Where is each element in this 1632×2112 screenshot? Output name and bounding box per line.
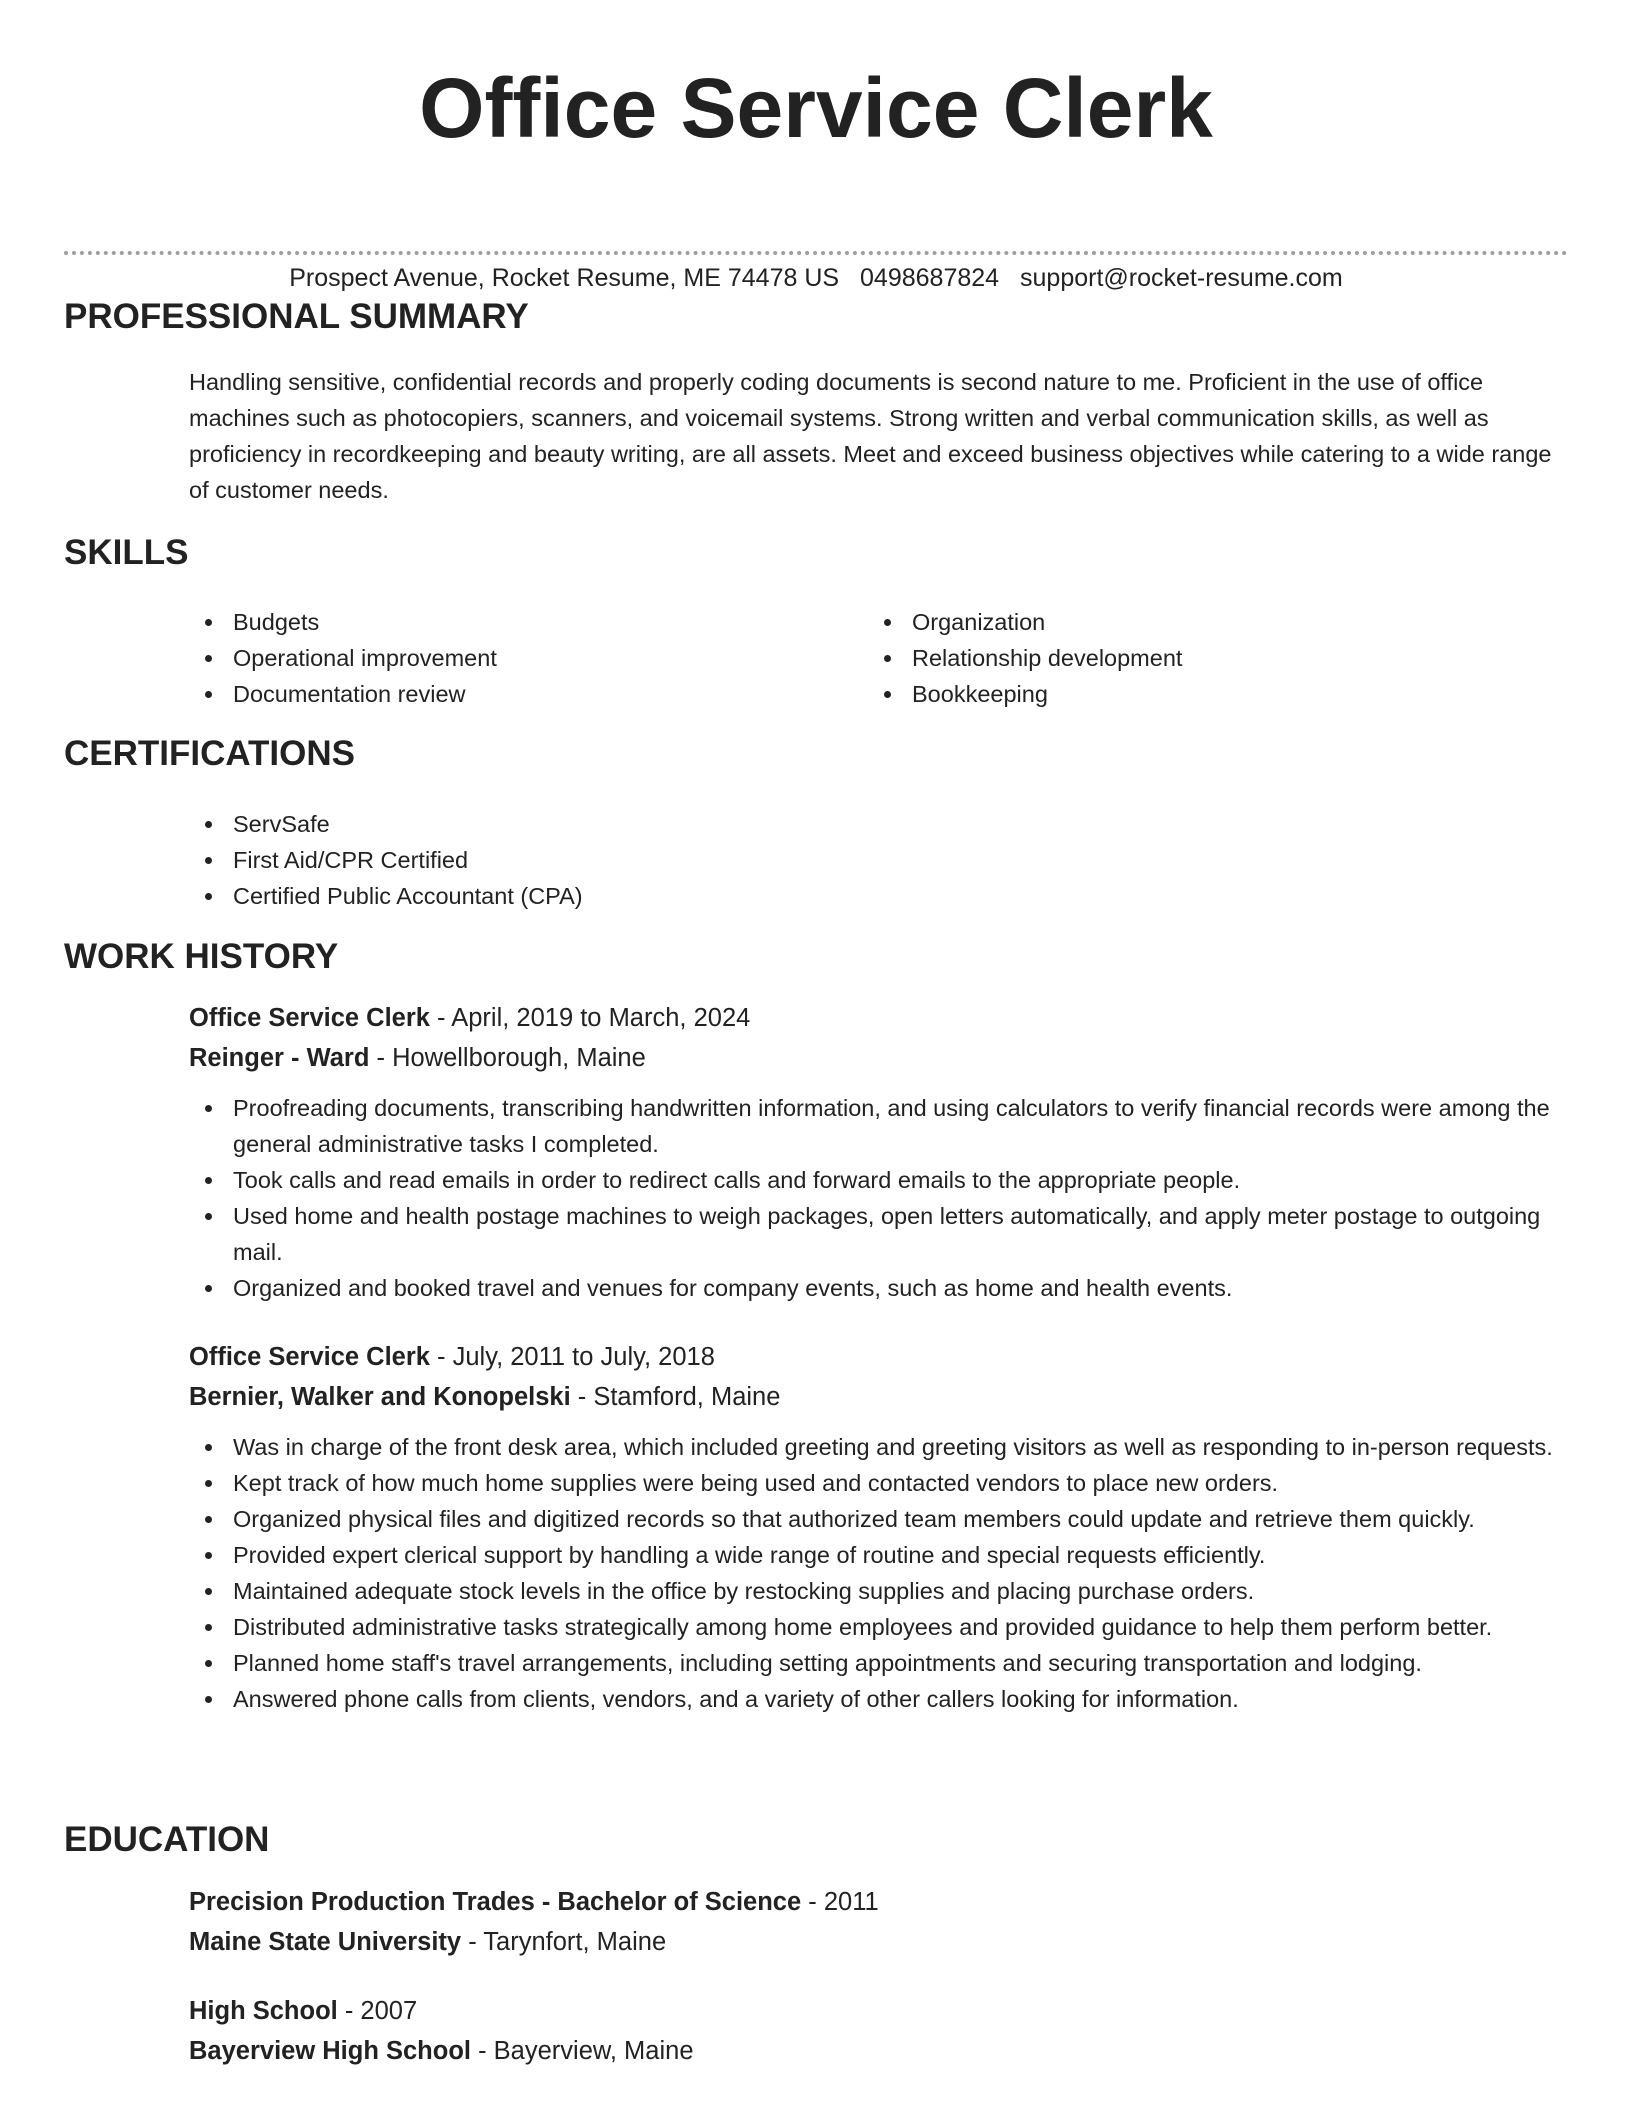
education-entry (189, 1991, 1569, 2071)
section-title-skills: SKILLS (64, 533, 189, 572)
certification-item: Certified Public Accountant (CPA) (189, 878, 1569, 914)
job-bullet: Used home and health postage machines to weigh packages, open letters automatically, and apply meter postage to outgoing mail. (189, 1198, 1569, 1270)
section-title-summary: PROFESSIONAL SUMMARY (64, 297, 529, 336)
job-bullet: Organized physical files and digitized records so that authorized team members could update and retrieve them quickly. (189, 1501, 1569, 1537)
skill-item: Operational improvement (189, 640, 829, 676)
skill-item: Bookkeeping (868, 676, 1508, 712)
job-bullet: Was in charge of the front desk area, which included greeting and greeting visitors as well as responding to in-person requests. (189, 1429, 1569, 1465)
job-bullet: Proofreading documents, transcribing handwritten information, and using calculators to verify financial records were among the general administrative tasks I completed. (189, 1090, 1569, 1162)
education-location: - Tarynfort, Maine (461, 1928, 667, 1956)
job-entry (189, 998, 1569, 1306)
skill-item: Relationship development (868, 640, 1508, 676)
skill-item: Documentation review (189, 676, 829, 712)
job-company: Reinger - Ward (189, 1044, 370, 1072)
section-title-education: EDUCATION (64, 1820, 270, 1859)
summary-text: Handling sensitive, confidential records and properly coding documents is second nature to me. Proficient in the use of office machines such as photocopiers, scanners, and voicemail systems. Strong written and verbal communication skills, as well as proficiency in recordkeeping and beauty writing, are all assets. Meet and exceed business objectives while catering to a wide range of customer needs. (189, 369, 1552, 503)
skills-column-left (189, 604, 829, 712)
job-bullet: Kept track of how much home supplies were being used and contacted vendors to place new orders. (189, 1465, 1569, 1501)
job-bullet: Distributed administrative tasks strategically among home employees and provided guidance to help them perform better. (189, 1609, 1569, 1645)
section-title-certifications: CERTIFICATIONS (64, 734, 356, 773)
education-year: - 2011 (801, 1888, 879, 1916)
education-entry (189, 1882, 1569, 1962)
certification-item: ServSafe (189, 806, 1569, 842)
job-location: - Stamford, Maine (570, 1383, 781, 1411)
skill-item: Organization (868, 604, 1508, 640)
contact-address: Prospect Avenue, Rocket Resume, ME 74478 US (289, 264, 840, 292)
resume-name: Office Service Clerk (419, 61, 1213, 155)
contact-email: support@rocket-resume.com (1020, 264, 1343, 292)
skills-column-right (868, 604, 1508, 712)
job-company-line (189, 1377, 1569, 1417)
section-title-work-history: WORK HISTORY (64, 937, 339, 976)
education-year: - 2007 (337, 1997, 418, 2025)
job-bullets (189, 1090, 1569, 1306)
education-school: Bayerview High School (189, 2037, 471, 2065)
education-location: - Bayerview, Maine (471, 2037, 694, 2065)
job-bullet: Maintained adequate stock levels in the office by restocking supplies and placing purchase orders. (189, 1573, 1569, 1609)
job-title-line (189, 998, 1569, 1038)
education-degree-line (189, 1991, 1569, 2031)
header-divider (64, 251, 1568, 255)
job-bullet: Answered phone calls from clients, vendors, and a variety of other callers looking for information. (189, 1681, 1569, 1717)
job-dates: - July, 2011 to July, 2018 (429, 1343, 715, 1371)
contact-phone: 0498687824 (860, 264, 1000, 292)
certification-item: First Aid/CPR Certified (189, 842, 1569, 878)
job-company: Bernier, Walker and Konopelski (189, 1383, 571, 1411)
skill-item: Budgets (189, 604, 829, 640)
contact-line (0, 263, 1632, 293)
education-degree: Precision Production Trades - Bachelor of Science (189, 1888, 802, 1916)
education-school-line (189, 1922, 1569, 1962)
job-bullet: Provided expert clerical support by handling a wide range of routine and special requests efficiently. (189, 1537, 1569, 1573)
job-dates: - April, 2019 to March, 2024 (429, 1004, 751, 1032)
education-school: Maine State University (189, 1928, 462, 1956)
job-bullet: Took calls and read emails in order to redirect calls and forward emails to the appropriate people. (189, 1162, 1569, 1198)
job-company-line (189, 1038, 1569, 1078)
job-bullets (189, 1429, 1569, 1717)
job-location: - Howellborough, Maine (369, 1044, 646, 1072)
education-degree: High School (189, 1997, 338, 2025)
job-entry (189, 1337, 1569, 1717)
education-school-line (189, 2031, 1569, 2071)
education-degree-line (189, 1882, 1569, 1922)
job-role: Office Service Clerk (189, 1004, 430, 1032)
job-bullet: Planned home staff's travel arrangements, including setting appointments and securing transportation and lodging. (189, 1645, 1569, 1681)
job-title-line (189, 1337, 1569, 1377)
job-role: Office Service Clerk (189, 1343, 430, 1371)
certifications-list (189, 806, 1569, 914)
job-bullet: Organized and booked travel and venues for company events, such as home and health events. (189, 1270, 1569, 1306)
